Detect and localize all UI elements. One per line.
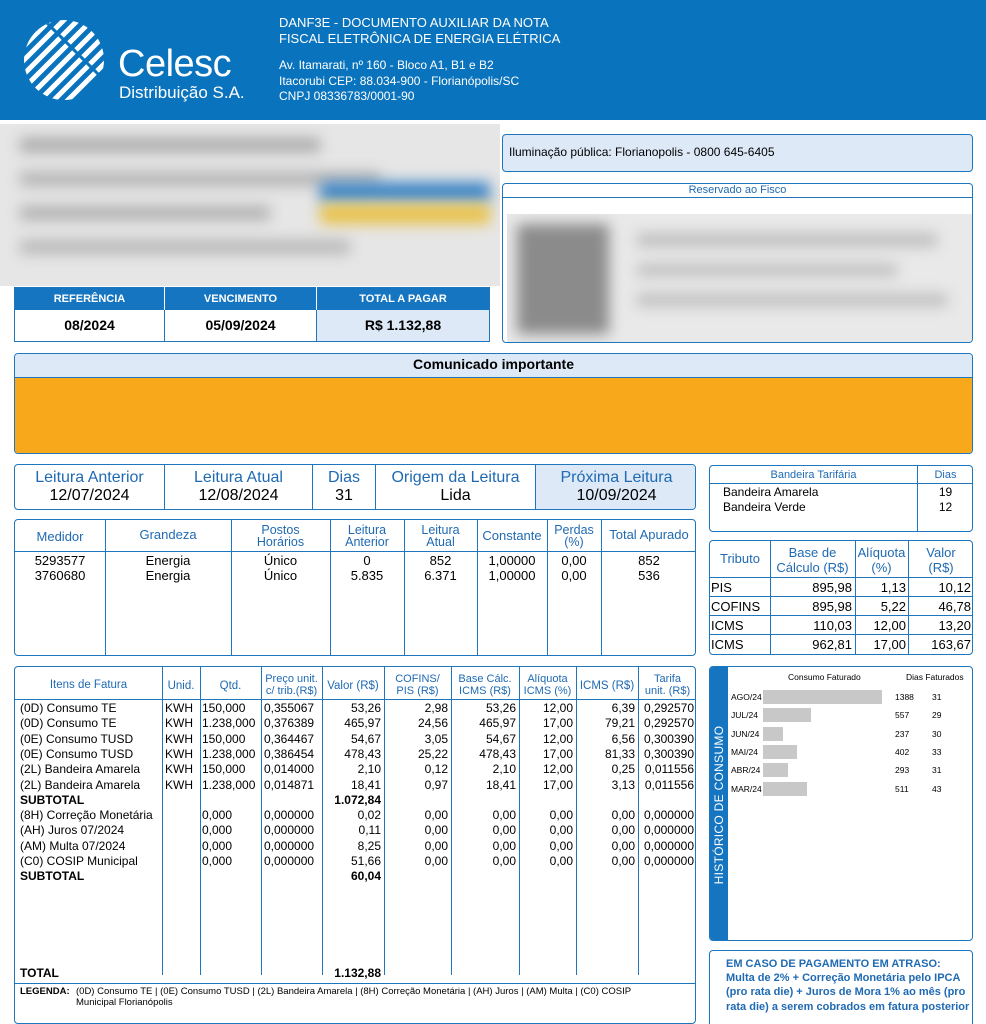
history-kwh: 237 [895,728,910,739]
tariff-flag-name: Bandeira Verde [723,500,806,514]
item-quantity: 150,000 [202,762,246,777]
fiscal-reserved-box [502,183,973,343]
quantity-header: Qtd. [219,680,242,692]
billing-summary-table [14,287,490,342]
tax-base: 895,98 [812,580,852,595]
unit-header: Unid. [167,680,195,692]
item-icms-value: 79,21 [604,716,635,731]
meter-constant: 1,00000 [488,568,536,583]
history-days: 31 [932,765,942,776]
history-days: 29 [932,710,942,721]
tax-value: 163,67 [931,637,971,652]
header-banner [0,0,986,120]
item-cofins-pis: 0,12 [424,762,448,777]
item-unit-tariff: 0,000000 [643,854,694,868]
invoice-items-table [14,666,696,1024]
item-unit-tariff: 0,292570 [643,716,694,731]
item-unit-price: 0,000000 [264,838,315,853]
total-measured-header: Total Apurado [609,527,689,542]
item-icms-base: 478,43 [479,746,516,761]
item-unit-tariff: 0,000000 [643,838,694,853]
item-unit-tariff: 0,011556 [644,777,694,792]
qr-code-redacted [517,224,609,334]
item-icms-value: 81,33 [604,746,635,761]
reading-origin: Origem da Leitura Lida [376,465,536,510]
cofins-pis-header: COFINS/ PIS (R$) [395,673,440,697]
item-description: SUBTOTAL [20,792,85,807]
item-unit: KWH [165,731,193,746]
unit-tariff-header: Tarifa unit. (R$) [644,673,691,697]
losses-header: Perdas (%) [554,523,594,549]
value-header: Valor (R$) [327,680,379,692]
unit-price-header: Preço unit. c/ trib.(R$) [265,673,318,697]
history-kwh: 402 [895,746,910,757]
item-description: (0D) Consumo TE [20,701,117,715]
item-icms-base: 0,00 [492,823,516,838]
item-value: 8,25 [357,838,381,853]
item-unit-tariff: 0,011556 [644,762,694,777]
item-unit-price: 0,000000 [264,854,315,868]
history-kwh: 293 [895,765,910,776]
item-value: 2,10 [357,762,381,777]
tax-value-header: Valor (R$) [926,545,956,575]
important-notice-title: Comunicado importante [15,354,972,378]
item-cofins-pis: 0,00 [424,854,448,868]
item-value: 51,66 [350,854,381,868]
reading-dates [14,464,696,510]
item-icms-value: 0,00 [611,823,635,838]
item-icms-value: 0,25 [611,762,635,777]
item-icms-base: 53,26 [485,701,516,715]
tariff-flag-name: Bandeira Amarela [723,485,819,499]
item-value: 53,26 [350,701,381,715]
company-address: Av. Itamarati, nº 160 - Bloco A1, B1 e B2 Itacorubi CEP: 88.034-900 - Florianópolis/SC CNPJ 08336783/0001-90 [279,58,520,103]
history-bar [763,708,811,722]
tax-base-header: Base de Cálculo (R$) [776,545,849,575]
item-value: 478,43 [344,746,381,761]
current-reading: Leitura Atual 12/08/2024 [165,465,313,510]
history-month: ABR/24 [731,765,761,776]
meter-number: 3760680 [34,568,86,583]
item-icms-rate: 12,00 [542,701,573,715]
history-days: 31 [932,692,942,702]
item-quantity: 1.238,000 [202,716,256,731]
item-icms-rate: 12,00 [542,731,573,746]
important-notice-body [15,378,972,454]
item-icms-rate: 0,00 [549,854,573,868]
quantity-header: Grandeza [139,527,197,542]
item-icms-base: 18,41 [485,777,516,792]
item-quantity: 150,000 [202,731,246,746]
item-unit-price: 0,376389 [264,716,315,731]
meter-time-post: Único [263,553,298,568]
due-date-value: 05/09/2024 [165,310,317,342]
tariff-flag-box [709,465,973,532]
reading-days: Dias 31 [313,465,376,510]
tax-value: 10,12 [938,580,971,595]
history-kwh: 1388 [895,692,914,702]
item-unit-price: 0,355067 [264,701,315,715]
history-month: MAI/24 [731,746,758,757]
item-icms-base: 465,97 [479,716,516,731]
tariff-flag-header: Bandeira Tarifária [770,469,857,481]
item-icms-base: 0,00 [492,838,516,853]
icms-value-header: ICMS (R$) [579,680,635,692]
meter-losses: 0,00 [561,568,587,583]
icms-rate-header: Alíquota ICMS (%) [523,673,572,697]
history-days: 33 [932,746,942,757]
item-quantity: 0,000 [202,854,233,868]
item-icms-rate: 0,00 [549,838,573,853]
history-bar [763,782,807,796]
history-days: 43 [932,783,942,794]
item-unit: KWH [165,777,193,792]
item-description: (0D) Consumo TE [20,716,117,731]
item-unit-tariff: 0,000000 [643,808,694,823]
item-cofins-pis: 0,97 [424,777,448,792]
tax-value: 13,20 [938,618,971,633]
customer-info-redacted [0,124,500,286]
item-cofins-pis: 0,00 [424,838,448,853]
item-unit-tariff: 0,300390 [643,746,694,761]
item-value: 0,02 [357,808,381,823]
previous-reading-header: Leitura Anterior [345,523,389,549]
next-reading: Próxima Leitura 10/09/2024 [536,465,696,510]
item-icms-rate: 17,00 [542,746,573,761]
item-unit-tariff: 0,300390 [643,731,694,746]
meter-quantity: Energia [145,568,191,583]
item-icms-rate: 17,00 [542,777,573,792]
item-description: (2L) Bandeira Amarela [20,777,141,792]
meter-total: 852 [638,553,660,568]
tax-table [709,540,973,655]
meter-header: Medidor [36,529,84,544]
tax-rate: 1,13 [880,580,906,595]
history-kwh: 511 [895,783,909,794]
item-description: (0E) Consumo TUSD [20,746,134,761]
item-quantity: 150,000 [202,701,246,715]
item-unit-price: 0,000000 [264,823,315,838]
item-icms-base: 2,10 [492,762,516,777]
item-unit-price: 0,014871 [264,777,315,792]
grand-total-value: 1.132,88 [334,966,381,980]
item-unit: KWH [165,701,193,715]
item-icms-value: 0,00 [611,808,635,823]
logo-name: Celesc [118,43,232,85]
history-bar [763,763,788,777]
meter-previous-reading: 5.835 [350,568,384,583]
consumption-history-side-label: HISTÓRICO DE CONSUMO [710,667,728,941]
history-month: AGO/24 [731,692,762,702]
item-unit-price: 0,386454 [264,746,315,761]
meter-table [14,519,696,656]
due-date-header: VENCIMENTO [165,288,317,310]
total-due-value: R$ 1.132,88 [317,310,490,342]
tax-rate: 5,22 [880,599,906,614]
tax-rate: 17,00 [873,637,906,652]
tariff-flag-days: 12 [938,500,953,514]
item-quantity: 0,000 [202,838,233,853]
legend-label: LEGENDA: [20,986,70,997]
item-icms-base: 54,67 [485,731,516,746]
item-icms-base: 0,00 [492,854,516,868]
item-cofins-pis: 2,98 [424,701,448,715]
item-unit: KWH [165,746,193,761]
item-icms-value: 3,13 [611,777,635,792]
item-value: 1.072,84 [334,792,381,807]
tax-name: COFINS [711,599,761,614]
previous-reading: Leitura Anterior 12/07/2024 [15,465,165,510]
tax-name: PIS [711,580,732,595]
tax-value: 46,78 [938,599,971,614]
item-icms-rate: 12,00 [542,762,573,777]
item-quantity: 0,000 [202,808,233,823]
item-unit-price: 0,000000 [264,808,315,823]
item-description: (0E) Consumo TUSD [20,731,134,746]
meter-total: 536 [638,568,660,583]
consumption-history [709,666,973,941]
history-days: 30 [932,728,942,739]
item-icms-value: 0,00 [611,838,635,853]
history-kwh: 557 [895,710,910,721]
tariff-days-header: Dias [934,469,957,481]
item-description: (C0) COSIP Municipal [20,854,138,868]
item-header: Itens de Fatura [49,679,128,691]
item-cofins-pis: 25,22 [417,746,448,761]
time-posts-header: Postos Horários [256,523,305,549]
days-column-header: Dias Faturados [906,672,964,682]
item-cofins-pis: 0,00 [424,808,448,823]
history-month: MAR/24 [731,783,762,794]
constant-header: Constante [482,528,542,543]
history-month: JUN/24 [731,728,760,739]
item-value: 54,67 [350,731,381,746]
tax-name: ICMS [711,618,744,633]
tax-base: 110,03 [813,618,852,633]
meter-current-reading: 6.371 [424,568,457,583]
icms-base-header: Base Cálc. ICMS (R$) [458,673,512,697]
legend-text: (0D) Consumo TE | (0E) Consumo TUSD | (2L) Bandeira Amarela | (8H) Correção Monetária | (AH) Juros | (AM) Multa | (C0) COSIP Municipal Florianópolis [76,986,632,1008]
total-due-header: TOTAL A PAGAR [317,288,490,310]
item-icms-rate: 17,00 [542,716,573,731]
item-cofins-pis: 24,56 [417,716,448,731]
tax-name: ICMS [711,637,744,652]
item-icms-value: 6,56 [611,731,635,746]
item-unit-price: 0,014000 [264,762,315,777]
item-value: 18,41 [350,777,381,792]
tax-name-header: Tributo [720,551,760,566]
consumption-column-header: Consumo Faturado [788,672,861,682]
item-unit: KWH [165,716,193,731]
item-quantity: 0,000 [202,823,233,838]
late-payment-text: Multa de 2% + Correção Monetária pelo IPCA (pro rata die) + Juros de Mora 1% ao mês (pro rata die) a serem cobrados em fatura posterior [726,972,970,1013]
logo-subtitle: Distribuição S.A. [119,83,245,102]
item-cofins-pis: 0,00 [424,823,448,838]
item-unit-tariff: 0,000000 [643,823,694,838]
meter-number: 5293577 [34,553,86,568]
item-description: (AH) Juros 07/2024 [20,823,125,838]
fiscal-reserved-title: Reservado ao Fisco [503,184,972,198]
tax-rate: 12,00 [873,618,906,633]
fiscal-reserved-redacted [507,214,973,342]
meter-constant: 1,00000 [488,553,536,568]
public-lighting-box [502,134,973,172]
item-unit-price: 0,364467 [264,731,315,746]
document-title: DANF3E - DOCUMENTO AUXILIAR DA NOTA FISCAL ELETRÔNICA DE ENERGIA ELÉTRICA [279,15,561,46]
item-icms-base: 0,00 [492,808,516,823]
item-quantity: 1.238,000 [202,777,256,792]
item-description: (2L) Bandeira Amarela [20,762,141,777]
history-month: JUL/24 [731,710,758,721]
public-lighting-text: Iluminação pública: Florianopolis - 0800 645-6405 [509,145,775,159]
item-description: (AM) Multa 07/2024 [20,838,126,853]
tariff-flag-days: 19 [938,485,953,499]
meter-current-reading: 852 [429,553,452,568]
late-payment-title: EM CASO DE PAGAMENTO EM ATRASO: [726,958,941,970]
item-unit-tariff: 0,292570 [643,701,694,715]
item-icms-rate: 0,00 [549,823,573,838]
history-bar [763,745,797,759]
item-description: (8H) Correção Monetária [20,808,153,823]
item-icms-value: 6,39 [611,701,635,715]
item-unit: KWH [165,762,193,777]
meter-time-post: Único [263,568,298,583]
tax-base: 962,81 [812,637,852,652]
meter-quantity: Energia [145,553,191,568]
reference-value: 08/2024 [15,310,165,342]
item-value: 60,04 [350,869,381,884]
meter-previous-reading: 0 [363,553,371,568]
item-description: SUBTOTAL [20,869,85,884]
important-notice [14,353,973,454]
grand-total-label: TOTAL [20,966,59,980]
item-value: 0,11 [358,823,381,838]
history-bar [763,690,882,704]
tax-rate-header: Alíquota (%) [857,545,906,575]
item-quantity: 1.238,000 [202,746,256,761]
history-bar [763,727,783,741]
late-payment-notice [709,950,973,1024]
item-icms-rate: 0,00 [549,808,573,823]
celesc-logo-icon [22,18,106,102]
meter-losses: 0,00 [561,553,587,568]
tax-base: 895,98 [812,599,852,614]
current-reading-header: Leitura Atual [421,523,460,549]
item-value: 465,97 [344,716,381,731]
item-cofins-pis: 3,05 [424,731,448,746]
item-icms-value: 0,00 [611,854,635,868]
reference-header: REFERÊNCIA [15,288,165,310]
